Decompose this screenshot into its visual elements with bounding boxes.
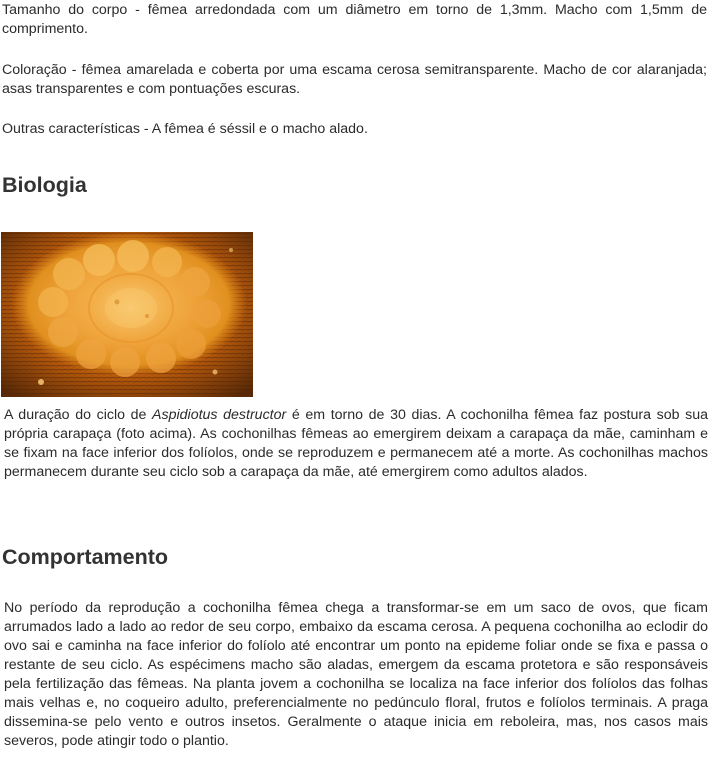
biology-text-before: A duração do ciclo de [4,407,153,423]
biology-text-after: é em torno de 30 dias. A cochonilha fêmea faz postura sob sua própria carapaça (foto acima). As cochonilhas fêmeas ao emergirem deixam a carapaça da mãe, caminham e se fixam na face inferior dos folíolos, onde se reproduzem e permanecem até a morte. As cochonilhas machos permanecem durante seu ciclo sob a carapaça da mãe, até emergirem como adultos alados. [4,407,709,480]
biology-paragraph [4,406,708,482]
scale-insect-photo [1,232,253,397]
behavior-paragraph: No período da reprodução a cochonilha fêmea chega a transformar-se em um saco de ovos, que ficam arrumados lado a lado ao redor de seu corpo, embaixo da escama cerosa. A pequena cochonilha ao eclodir do ovo sai e caminha na face inferior do folíolo até encontrar um ponto na epideme foliar onde se fixa e passa o restante de seu ciclo. As espécimens macho são aladas, emergem da escama protetora e são responsáveis pela fertilização das fêmeas. Na planta jovem a cochonilha se localiza na face inferior dos folíolos das folhas mais velhas e, no coqueiro adulto, preferencialmente no pedúnculo floral, frutos e folíolos terminais. A praga dissemina-se pelo vento e outros insetos. Geralmente o ataque inicia em reboleira, mas, nos casos mais severos, pode atingir todo o plantio. [4,600,708,749]
body-size-paragraph: Tamanho do corpo - fêmea arredondada com um diâmetro em torno de 1,3mm. Macho com 1,5mm de comprimento. [2,2,707,37]
coloration-paragraph: Coloração - fêmea amarelada e coberta por uma escama cerosa semitransparente. Macho de cor alaranjada; asas transparentes e com pontuações escuras. [2,62,707,97]
behavior-heading: Comportamento [2,545,169,569]
biology-heading: Biologia [2,173,87,197]
other-features-paragraph: Outras características - A fêmea é séssil e o macho alado. [2,121,368,137]
species-name: Aspidiotus destructor [152,407,287,423]
